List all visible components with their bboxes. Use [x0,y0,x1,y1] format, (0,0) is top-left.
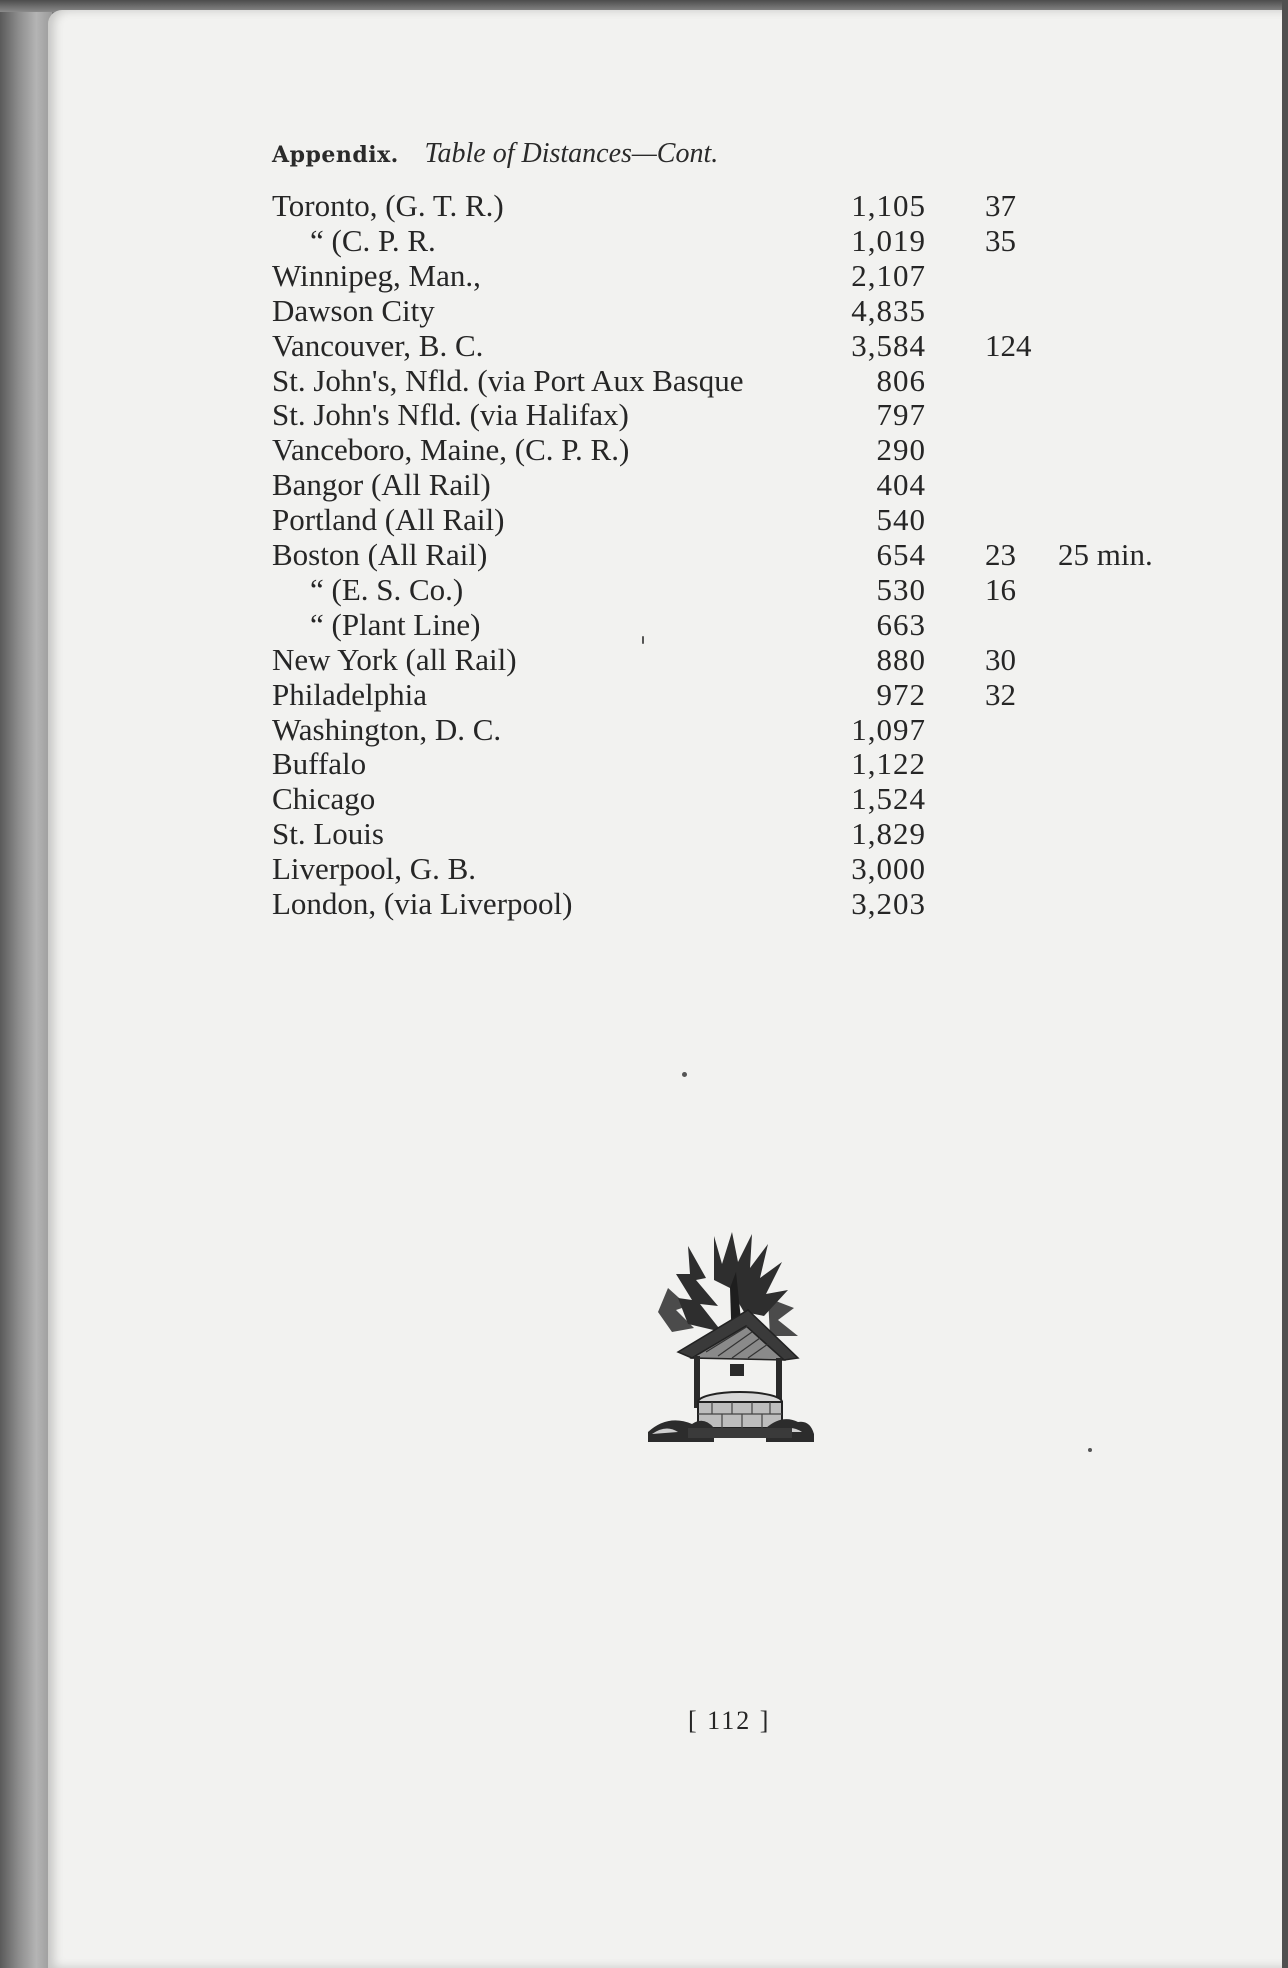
place-name: St. John's Nfld. (via Halifax) [272,397,629,433]
table-row [0,746,1288,781]
running-head-label: Appendix. [272,142,399,168]
place-name: St. Louis [272,816,384,852]
table-row [0,607,1288,642]
travel-hours: 23 [985,537,1016,572]
table-row [0,642,1288,677]
distance-miles: 290 [876,432,926,468]
table-row [0,223,1288,258]
table-row [0,712,1288,747]
well-with-tree-icon [648,1228,814,1444]
travel-hours: 124 [985,327,1032,363]
table-row [0,502,1288,537]
distance-miles: 2,107 [851,257,926,293]
paper-speck [642,636,644,644]
distance-miles: 1,105 [851,188,926,223]
place-name: “ (E. S. Co.) [310,571,464,607]
place-name: Philadelphia [272,676,427,712]
place-name: “ (Plant Line) [310,606,481,642]
page-number: [ 112 ] [688,1706,771,1735]
distance-miles: 880 [876,641,926,677]
place-name: London, (via Liverpool) [272,886,573,921]
table-row [0,328,1288,363]
table-row [0,886,1288,921]
distance-miles: 1,829 [851,816,926,852]
table-row [0,188,1288,223]
travel-hours: 16 [985,571,1016,607]
table-row [0,432,1288,467]
table-row [0,293,1288,328]
distance-miles: 404 [876,467,926,503]
place-name: Bangor (All Rail) [272,467,491,503]
table-row [0,851,1288,886]
place-name: St. John's, Nfld. (via Port Aux Basque [272,362,744,398]
table-row [0,572,1288,607]
distance-miles: 4,835 [851,292,926,328]
table-row [0,363,1288,398]
distance-miles: 797 [876,397,926,433]
distance-miles: 3,000 [851,851,926,887]
distance-miles: 540 [876,502,926,538]
travel-hours: 35 [985,222,1016,258]
place-name: Buffalo [272,746,367,782]
distance-miles: 1,122 [851,746,926,782]
distance-miles: 3,584 [851,327,926,363]
travel-hours: 32 [985,676,1016,712]
place-name: Liverpool, G. B. [272,851,477,887]
distance-miles: 3,203 [851,886,926,921]
table-row [0,537,1288,572]
distance-miles: 530 [876,571,926,607]
place-name: Boston (All Rail) [272,537,488,572]
place-name: Portland (All Rail) [272,502,505,538]
table-row [0,258,1288,293]
place-name: Washington, D. C. [272,711,502,747]
table-row [0,397,1288,432]
table-row [0,467,1288,502]
travel-hours: 37 [985,188,1016,223]
place-name: Vancouver, B. C. [272,327,484,363]
place-name: Dawson City [272,292,435,328]
place-name: Vanceboro, Maine, (C. P. R.) [272,432,630,468]
distance-miles: 1,524 [851,781,926,817]
distance-miles: 972 [876,676,926,712]
place-name: Toronto, (G. T. R.) [272,188,504,223]
running-head-title: Table of Distances—Cont. [424,138,719,169]
place-name: Chicago [272,781,376,817]
travel-hours: 30 [985,641,1016,677]
distance-miles: 663 [876,606,926,642]
table-row [0,781,1288,816]
place-name: Winnipeg, Man., [272,257,481,293]
table-row [0,816,1288,851]
distance-miles: 1,019 [851,222,926,258]
distance-miles: 654 [876,537,926,572]
place-name: New York (all Rail) [272,641,517,677]
table-row [0,677,1288,712]
travel-minutes: 25 min. [1058,537,1153,572]
distance-miles: 806 [876,362,926,398]
place-name: “ (C. P. R. [310,222,436,258]
paper-speck [1088,1448,1092,1452]
paper-speck [682,1072,687,1077]
distance-miles: 1,097 [851,711,926,747]
